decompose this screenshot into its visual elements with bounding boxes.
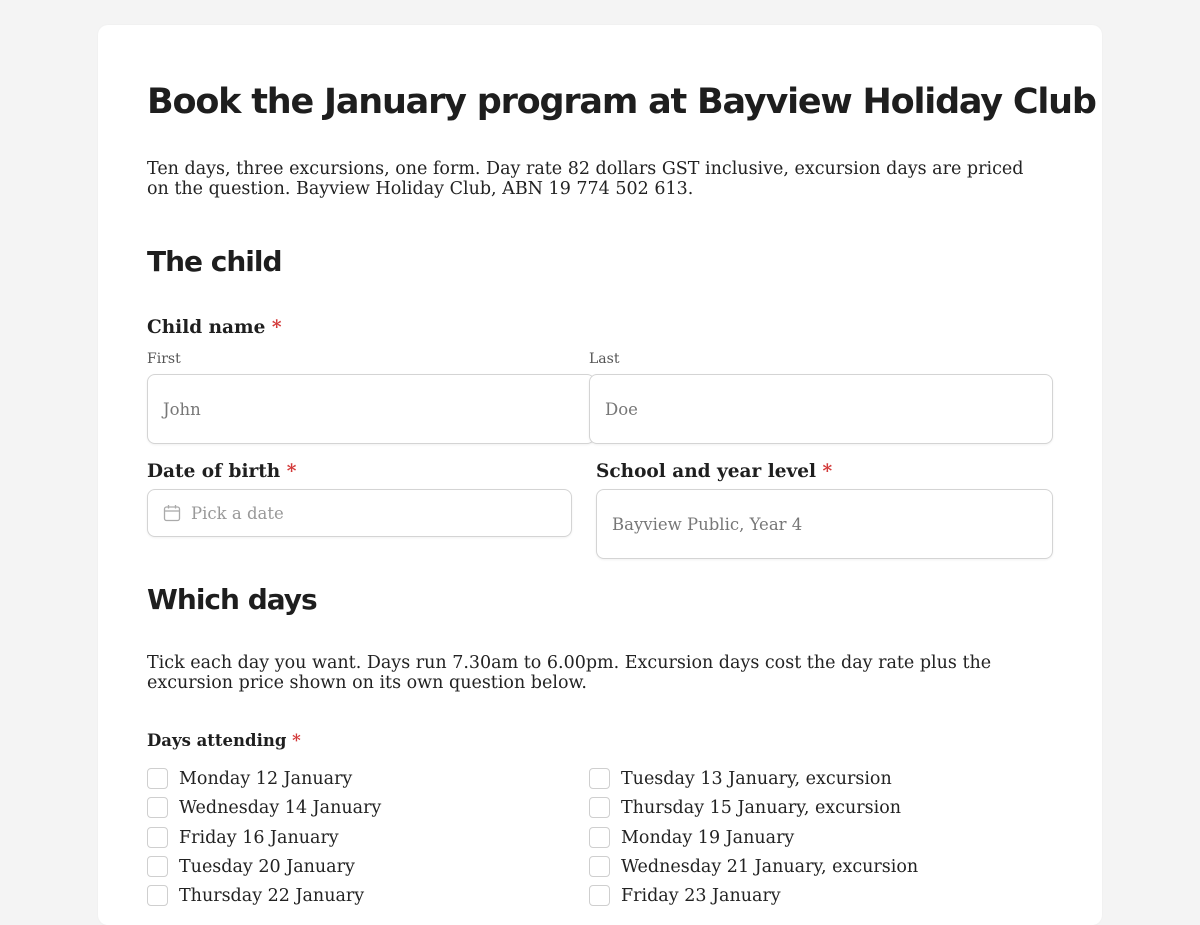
day-checkbox-thu-15[interactable]: Thursday 15 January, excursion: [589, 797, 901, 818]
school-input[interactable]: Bayview Public, Year 4: [596, 489, 1053, 559]
required-mark: *: [822, 461, 833, 482]
school-label: School and year level *: [596, 461, 833, 482]
last-name-input[interactable]: Doe: [589, 374, 1053, 444]
checkbox[interactable]: [147, 797, 168, 818]
days-attending-label: Days attending *: [147, 731, 301, 750]
first-name-input[interactable]: John: [147, 374, 595, 444]
child-name-label: Child name *: [147, 317, 282, 338]
day-checkbox-fri-16[interactable]: Friday 16 January: [147, 827, 339, 848]
form-intro: Ten days, three excursions, one form. Day rate 82 dollars GST inclusive, excursion days are priced on the question. Bayview Holiday Club, ABN 19 774 502 613.: [147, 159, 1024, 199]
required-mark: *: [286, 461, 297, 482]
checkbox[interactable]: [589, 797, 610, 818]
checkbox[interactable]: [147, 885, 168, 906]
days-description: Tick each day you want. Days run 7.30am to 6.00pm. Excursion days cost the day rate plus the excursion price shown on its own question below.: [147, 653, 992, 693]
dob-date-picker[interactable]: Pick a date: [147, 489, 572, 537]
checkbox[interactable]: [147, 856, 168, 877]
day-checkbox-wed-14[interactable]: Wednesday 14 January: [147, 797, 381, 818]
dob-label: Date of birth *: [147, 461, 297, 482]
first-name-sublabel: First: [147, 351, 181, 367]
day-checkbox-tue-20[interactable]: Tuesday 20 January: [147, 856, 355, 877]
calendar-icon: [163, 504, 181, 522]
checkbox[interactable]: [147, 768, 168, 789]
required-mark: *: [292, 731, 301, 750]
last-name-sublabel: Last: [589, 351, 620, 367]
section-title-days: Which days: [147, 583, 317, 616]
day-checkbox-mon-19[interactable]: Monday 19 January: [589, 827, 794, 848]
day-checkbox-thu-22[interactable]: Thursday 22 January: [147, 885, 364, 906]
form-title: Book the January program at Bayview Holiday Club: [147, 82, 1096, 122]
day-checkbox-mon-12[interactable]: Monday 12 January: [147, 768, 352, 789]
day-checkbox-wed-21[interactable]: Wednesday 21 January, excursion: [589, 856, 918, 877]
day-checkbox-fri-23[interactable]: Friday 23 January: [589, 885, 781, 906]
checkbox[interactable]: [147, 827, 168, 848]
checkbox[interactable]: [589, 827, 610, 848]
checkbox[interactable]: [589, 856, 610, 877]
day-checkbox-tue-13[interactable]: Tuesday 13 January, excursion: [589, 768, 892, 789]
required-mark: *: [271, 317, 282, 338]
checkbox[interactable]: [589, 768, 610, 789]
checkbox[interactable]: [589, 885, 610, 906]
section-title-child: The child: [147, 245, 282, 278]
